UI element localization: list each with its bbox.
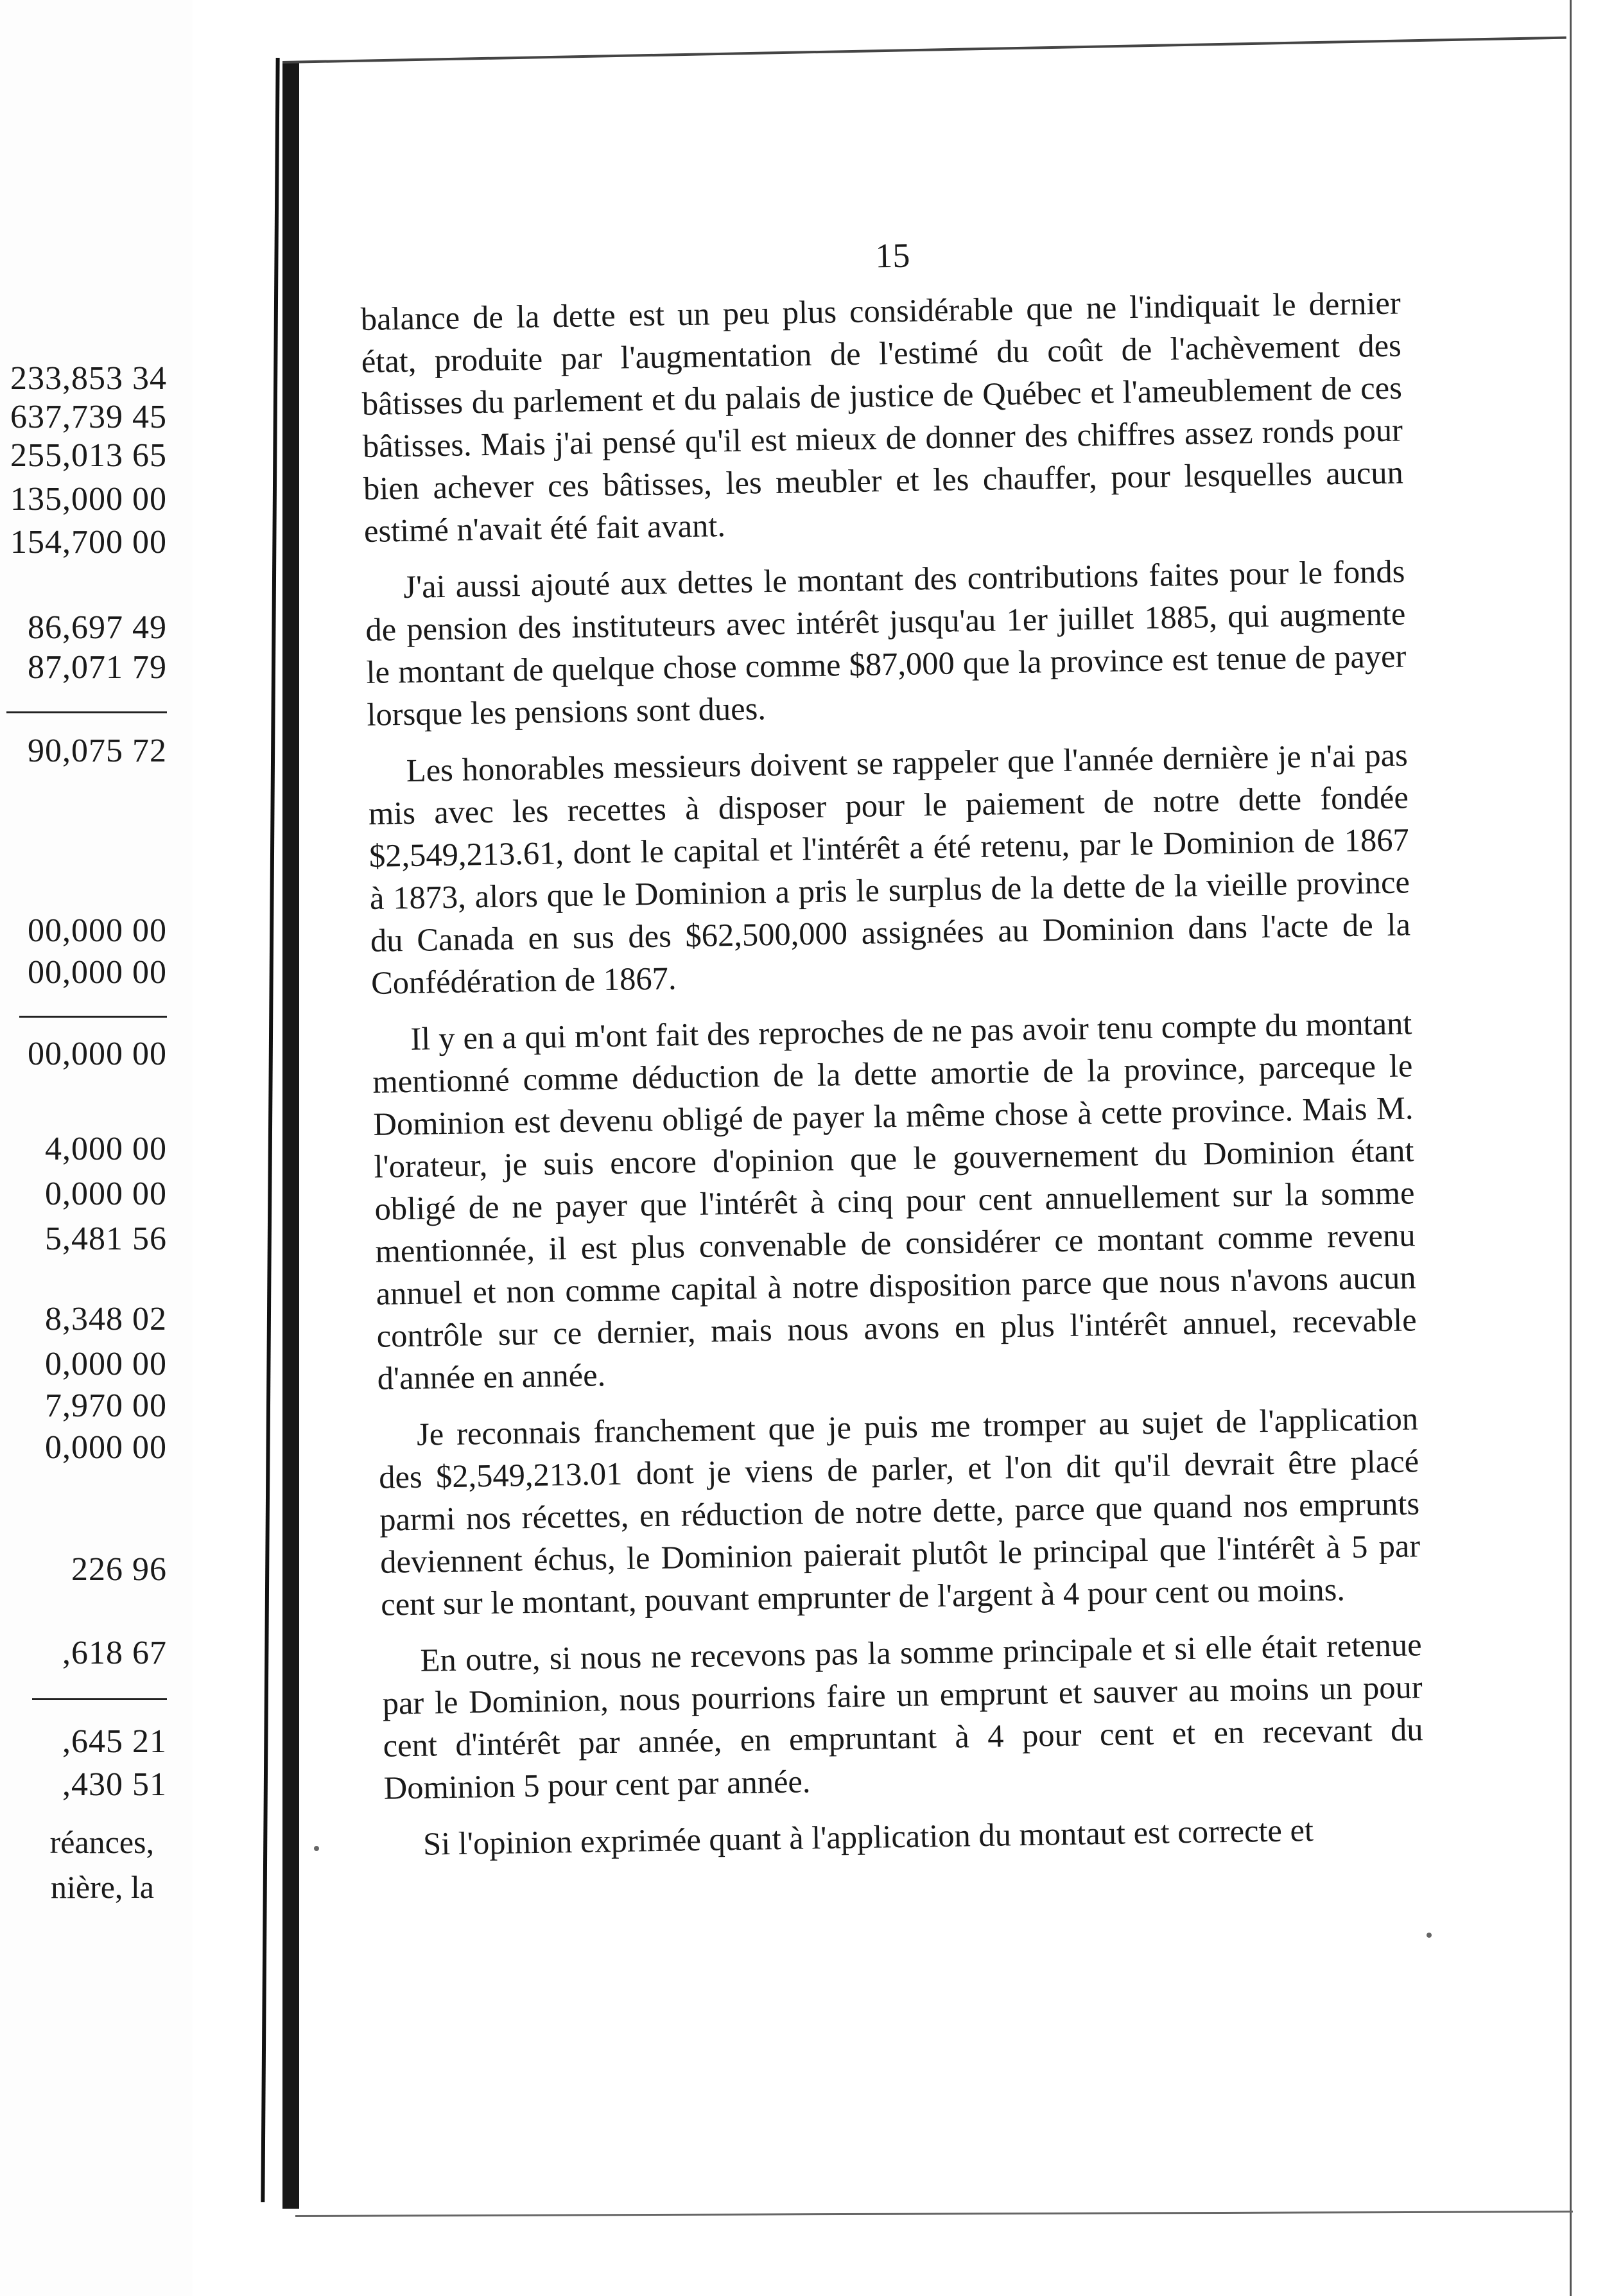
amount-entry: 00,000 00 (28, 1036, 167, 1072)
main-page-text (360, 228, 1425, 1880)
paragraph: Si l'opinion exprimée quant à l'application du montaut est correcte et (422, 1811, 1314, 1862)
amount-entry: 154,700 00 (10, 524, 167, 561)
amount-entry: 0,000 00 (45, 1176, 167, 1212)
paragraph: Je reconnais franchement que je puis me tromper au sujet de l'application des $2,549,213.01 dont je viens de parler, et l'on dit qu'il devrait être placé parmi nos récettes, en réduction de notre dette, parce que quand nos emprunts deviennent échus, le Dominion paierait plutôt le principal que l'intérêt à 5 par cent sur le montant, pouvant emprunter de l'argent à 4 pour cent ou moins. (378, 1400, 1421, 1622)
amount-entry: 226 96 (71, 1551, 167, 1588)
amount-entry: ,430 51 (62, 1766, 167, 1803)
amount-entry: 7,970 00 (45, 1387, 167, 1424)
amount-entry: 5,481 56 (45, 1221, 167, 1257)
sum-rule (6, 711, 167, 713)
amount-entry: 00,000 00 (28, 912, 167, 949)
sum-rule (32, 1698, 167, 1700)
left-facing-page (0, 0, 193, 2296)
right-page-edge (1570, 0, 1605, 2296)
sum-rule (19, 1016, 167, 1018)
amount-entry: ,645 21 (62, 1723, 167, 1760)
ink-speck (1427, 1933, 1432, 1938)
amount-entry: 4,000 00 (45, 1131, 167, 1167)
amount-entry: 233,853 34 (10, 360, 167, 397)
amount-entry: 255,013 65 (10, 437, 167, 474)
amount-entry: 87,071 79 (28, 649, 167, 686)
amount-entry: ,618 67 (62, 1635, 167, 1671)
amount-entry: 637,739 45 (10, 399, 167, 435)
left-amount-column (0, 0, 167, 2296)
amount-entry: 0,000 00 (45, 1429, 167, 1466)
amount-entry: 135,000 00 (10, 481, 167, 517)
binding-edge (282, 61, 299, 2209)
paragraph: balance de la dette est un peu plus considérable que ne l'indiquait le dernier état, produite par l'augmentation de l'estimé du coût de l'achèvement des bâtisses du parlement et du palais de justice de Québec et l'ameublement de ces bâtisses. Mais j'ai pensé qu'il est mieux de donner des chiffres assez ronds pour bien achever ces bâtisses, les meubler et les chauffer, pour lesquelles aucun estimé n'avait été fait avant. (360, 284, 1404, 549)
paragraph: En outre, si nous ne recevons pas la somme principale et si elle était retenue par le Dominion, nous pourrions faire un emprunt et sauver au moins un pour cent d'intérêt par année, en empruntant à 4 pour cent et en recevant du Dominion 5 pour cent par année. (382, 1626, 1423, 1806)
amount-entry: 86,697 49 (28, 609, 167, 646)
bottom-page-edge (295, 2211, 1573, 2217)
amount-entry: 0,000 00 (45, 1346, 167, 1382)
page-number: 15 (874, 236, 910, 275)
paragraph: J'ai aussi ajouté aux dettes le montant des contributions faites pour le fonds de pension des instituteurs avec intérêt jusqu'au 1er juillet 1885, qui augmente le montant de quelque chose comme $87,000 que la province est tenue de payer lorsque les pensions sont dues. (365, 553, 1407, 733)
amount-entry: 00,000 00 (28, 954, 167, 991)
amount-entry: 90,075 72 (28, 733, 167, 769)
paragraph: Les honorables messieurs doivent se rappeler que l'année dernière je n'ai pas mis avec les recettes à disposer pour le paiement de notre dette fondée $2,549,213.61, dont le capital et l'intérêt a été retenu, par le Dominion de 1867 à 1873, alors que le Dominion a pris le surplus de la dette de la vieille province du Canada en sus des $62,500,000 assignées au Dominion dans l'acte de la Confédération de 1867. (368, 736, 1411, 1001)
top-page-edge (282, 37, 1566, 64)
text-fragment: nière, la (50, 1869, 154, 1905)
amount-entry: 8,348 02 (45, 1301, 167, 1337)
text-fragment: réances, (49, 1824, 154, 1860)
ink-speck (314, 1846, 319, 1851)
paragraph: Il y en a qui m'ont fait des reproches de ne pas avoir tenu compte du montant mentionné comme déduction de la dette amortie de la province, parceque le Dominion est devenu obligé de payer la même chose à cette province. Mais M. l'orateur, je suis encore d'opinion que le gouvernement du Dominion étant obligé de ne payer que l'intérêt à cinq pour cent annuellement sur la somme mentionnée, il est plus convenable de considérer ce montant comme revenu annuel et non comme capital à notre disposition parce que nous n'avons aucun contrôle sur ce dernier, mais nous avons en plus l'intérêt annuel, recevable d'année en année. (372, 1005, 1417, 1396)
